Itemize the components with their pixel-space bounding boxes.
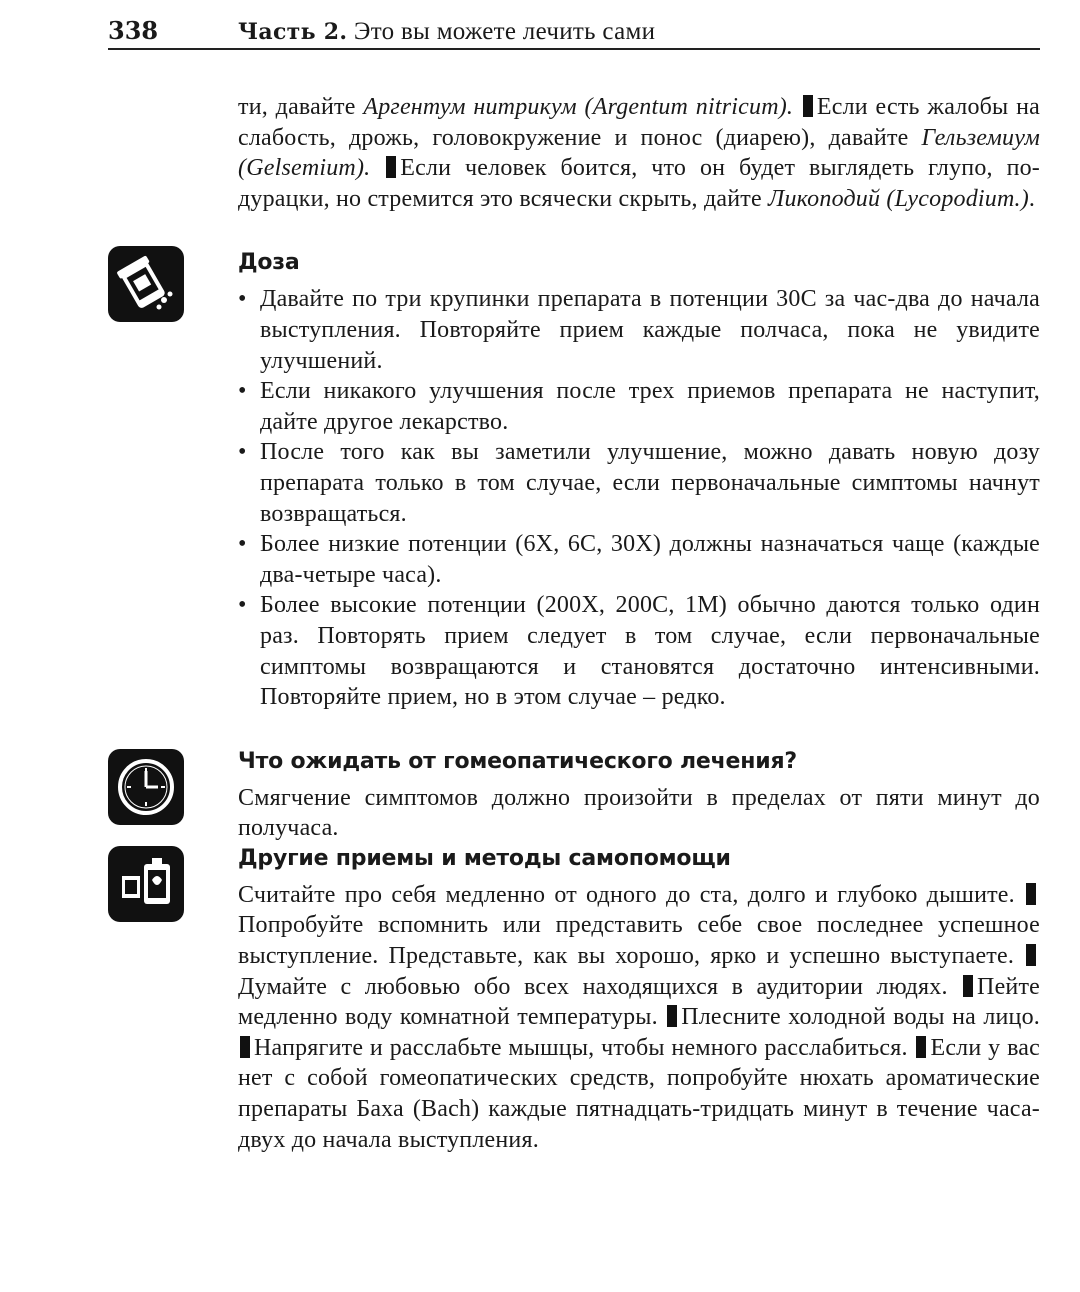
remedy-name: Гельземиум (Gelsemium). bbox=[238, 124, 1040, 182]
separator-mark bbox=[803, 95, 813, 117]
separator-mark bbox=[386, 156, 396, 178]
pill-bottle-icon bbox=[108, 246, 184, 322]
selfhelp-paragraph bbox=[238, 880, 1040, 1155]
part-label: Часть 2. bbox=[238, 19, 348, 45]
separator-mark bbox=[240, 1036, 250, 1058]
tip-text: Пейте медленно воду комнатной температуры. bbox=[238, 973, 1040, 1031]
intro-paragraph: ти, давайте Аргентум нитрикум (Argentum nitricum). Если есть жалобы на слабость, дрожь, головокружение и понос (диарею), давайте Гельземиум (Gelsemium). Если человек боится, что он будет выглядеть глупо, по-дурацки, но стремится это всячески скрыть, дайте Ликоподий (Lycopodium.). bbox=[238, 94, 1041, 212]
intro-text: Если есть жалобы на слабость, дрожь, головокружение и понос (диарею), давайте bbox=[238, 94, 1041, 151]
separator-mark bbox=[963, 975, 973, 997]
list-item: • Если никакого улучшения после трех приемов препарата не наступит, дайте другое лекарство. bbox=[238, 376, 1040, 437]
selfhelp-section bbox=[238, 844, 1040, 1155]
running-title bbox=[238, 18, 655, 46]
intro-text: Если человек боится, что он будет выглядеть глупо, по-дурацки, но стремится это всячески скрыть, дайте bbox=[238, 155, 1041, 212]
page-content bbox=[238, 92, 1040, 1155]
remedy-name: Аргентум нитрикум (Argentum nitricum). bbox=[363, 94, 794, 120]
dose-list bbox=[238, 284, 1040, 712]
remedy-name: Ликоподий (Lycopodium.) bbox=[768, 185, 1029, 212]
list-item: • Давайте по три крупинки препарата в потенции 30С за час-два до начала выступления. Повторяйте прием каждые полчаса, пока не увидите улучшений. bbox=[238, 284, 1040, 376]
page-number: 338 bbox=[108, 16, 159, 45]
separator-mark bbox=[1026, 883, 1036, 905]
dose-section bbox=[238, 248, 1040, 712]
self-care-icon bbox=[108, 846, 184, 922]
section-title-expect: Что ожидать от гомеопатического лечения? bbox=[238, 748, 797, 774]
section-title-dose: Доза bbox=[238, 250, 300, 276]
separator-mark bbox=[667, 1005, 677, 1027]
expect-section bbox=[238, 747, 1040, 844]
list-item: • После того как вы заметили улучшение, можно давать новую дозу препарата только в том случае, если первоначальные симптомы начнут возвращаться. bbox=[238, 437, 1040, 529]
tip-text: Плесните холодной воды на лицо. bbox=[681, 1004, 1041, 1031]
list-item: • Более низкие потенции (6X, 6С, 30X) должны назначаться чаще (каждые два-четыре часа). bbox=[238, 529, 1040, 590]
section-title-selfhelp: Другие приемы и методы самопомощи bbox=[238, 845, 731, 871]
list-item: • Более высокие потенции (200X, 200С, 1М) обычно даются только один раз. Повторять прием следует в том случае, если первоначальные симптомы возвращаются и становятся достаточно интенсивными. Повторяйте прием, но в этом случае – редко. bbox=[238, 590, 1040, 712]
tip-text: Напрягите и расслабьте мышцы, чтобы немного расслабиться. bbox=[254, 1034, 908, 1061]
tip-text: Думайте с любовью обо всех находящихся в аудитории людях. bbox=[238, 973, 948, 1000]
separator-mark bbox=[1026, 944, 1036, 966]
intro-text: ти, давайте bbox=[238, 94, 364, 120]
running-header bbox=[108, 14, 1040, 50]
separator-mark bbox=[916, 1036, 926, 1058]
tip-text: Если у вас нет с собой гомеопатических средств, попробуйте нюхать ароматические препараты Баха (Bach) каждые пятнадцать-тридцать минут в течение часа-двух до начала выступления. bbox=[238, 1034, 1041, 1153]
tip-text: Попробуйте вспомнить или представить себе свое последнее успешное выступление. Представьте, как вы хорошо, ярко и успешно выступаете. bbox=[238, 912, 1040, 970]
expect-text: Смягчение симптомов должно произойти в пределах от пяти минут до получаса. bbox=[238, 784, 1040, 842]
tip-text: Считайте про себя медленно от одного до ста, долго и глубоко дышите. bbox=[238, 881, 1015, 908]
clock-icon bbox=[108, 749, 184, 825]
part-title: Это вы можете лечить сами bbox=[353, 18, 656, 45]
